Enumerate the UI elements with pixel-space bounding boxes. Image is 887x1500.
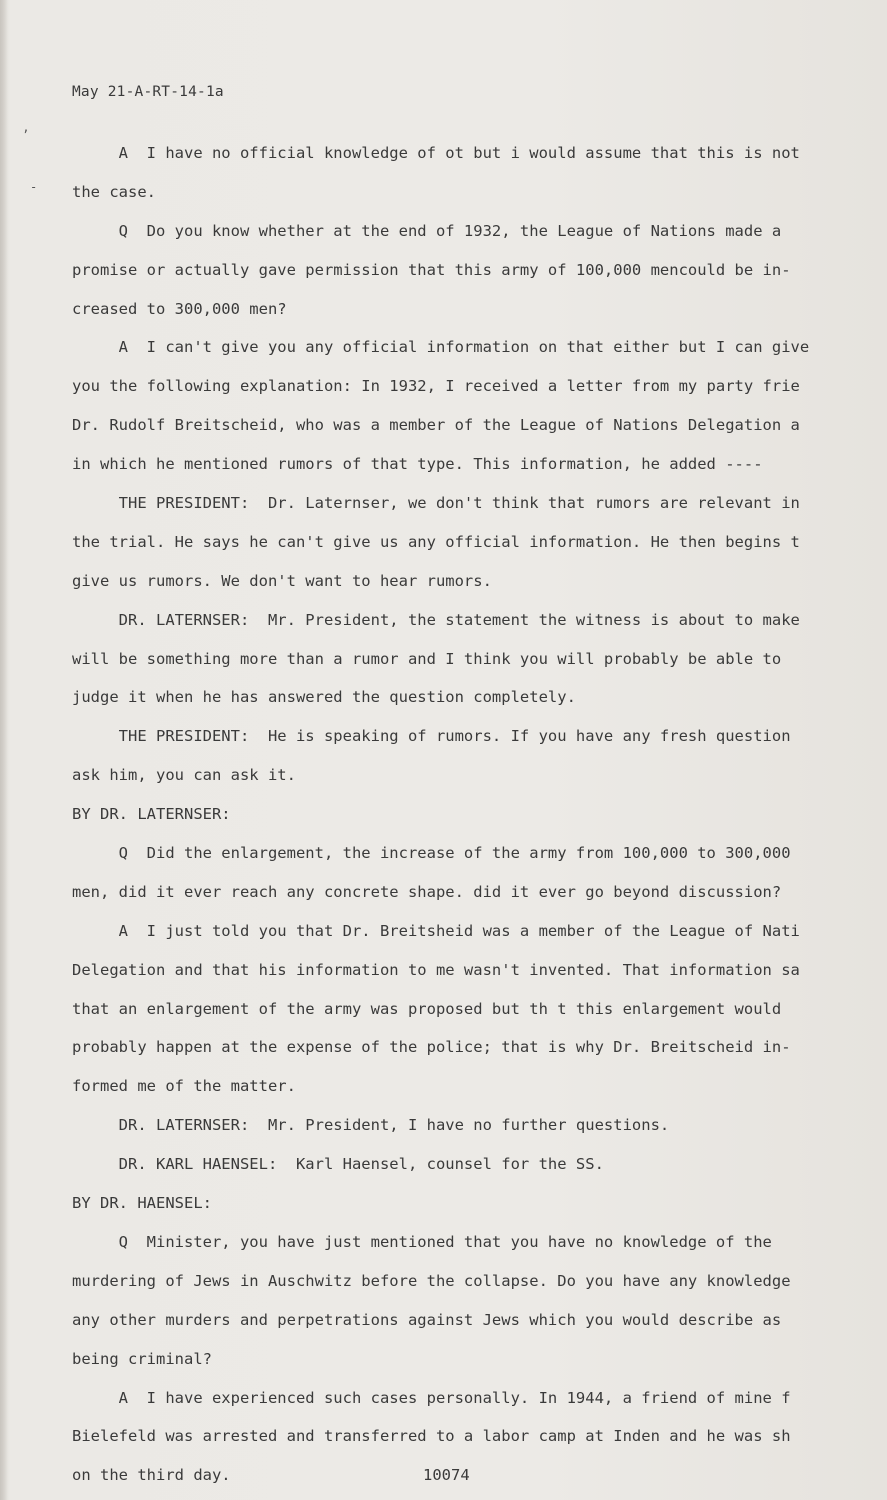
text-line: Bielefeld was arrested and transferred to a labor camp at Inden and he was sh [72, 1427, 791, 1446]
text-line: Q Did the enlargement, the increase of the army from 100,000 to 300,000 [72, 844, 791, 863]
text-line: THE PRESIDENT: Dr. Laternser, we don't think that rumors are relevant in [72, 494, 800, 513]
margin-mark: - [30, 180, 38, 194]
text-line: the case. [72, 182, 156, 201]
text-line: THE PRESIDENT: He is speaking of rumors. If you have any fresh question [72, 727, 791, 746]
margin-mark: ’ [22, 128, 30, 142]
text-line: A I have experienced such cases personally. In 1944, a friend of mine f [72, 1388, 791, 1407]
page-number: 10074 [423, 1466, 470, 1484]
text-line: BY DR. LATERNSER: [72, 805, 231, 824]
text-line: formed me of the matter. [72, 1077, 296, 1096]
text-line: judge it when he has answered the question completely. [72, 688, 576, 707]
page-edge-shadow [0, 0, 8, 1500]
text-line: DR. LATERNSER: Mr. President, I have no further questions. [72, 1116, 670, 1135]
text-line: being criminal? [72, 1349, 212, 1368]
text-line: A I just told you that Dr. Breitsheid was a member of the League of Nati [72, 921, 800, 940]
text-line: in which he mentioned rumors of that type. This information, he added ---- [72, 455, 763, 474]
document-header: May 21-A-RT-14-1a [72, 84, 224, 100]
text-line: will be something more than a rumor and I think you will probably be able to [72, 649, 782, 668]
text-line: creased to 300,000 men? [72, 299, 287, 318]
text-line: Q Minister, you have just mentioned that you have no knowledge of the [72, 1232, 772, 1251]
text-line: the trial. He says he can't give us any official information. He then begins t [72, 532, 800, 551]
transcript-body [72, 134, 832, 1495]
text-line: A I can't give you any official information on that either but I can give [72, 338, 810, 357]
text-line: promise or actually gave permission that this army of 100,000 mencould be in- [72, 260, 791, 279]
text-line: give us rumors. We don't want to hear rumors. [72, 571, 492, 590]
text-line: you the following explanation: In 1932, I received a letter from my party frie [72, 377, 800, 396]
text-line: ask him, you can ask it. [72, 766, 296, 785]
text-line: BY DR. HAENSEL: [72, 1194, 212, 1213]
text-line: murdering of Jews in Auschwitz before the collapse. Do you have any knowledge [72, 1271, 791, 1290]
text-line: on the third day. [72, 1466, 231, 1485]
text-line: any other murders and perpetrations against Jews which you would describe as [72, 1310, 782, 1329]
text-line: A I have no official knowledge of ot but i would assume that this is not [72, 144, 800, 162]
text-line: Q Do you know whether at the end of 1932, the League of Nations made a [72, 221, 782, 240]
text-line: men, did it ever reach any concrete shape. did it ever go beyond discussion? [72, 882, 782, 901]
text-line: Dr. Rudolf Breitscheid, who was a member of the League of Nations Delegation a [72, 416, 800, 435]
text-line: that an enlargement of the army was proposed but th t this enlargement would [72, 999, 782, 1018]
text-line: DR. KARL HAENSEL: Karl Haensel, counsel for the SS. [72, 1155, 604, 1174]
text-line: DR. LATERNSER: Mr. President, the statement the witness is about to make [72, 610, 800, 629]
text-line: probably happen at the expense of the police; that is why Dr. Breitscheid in- [72, 1038, 791, 1057]
text-line: Delegation and that his information to me wasn't invented. That information sa [72, 960, 800, 979]
